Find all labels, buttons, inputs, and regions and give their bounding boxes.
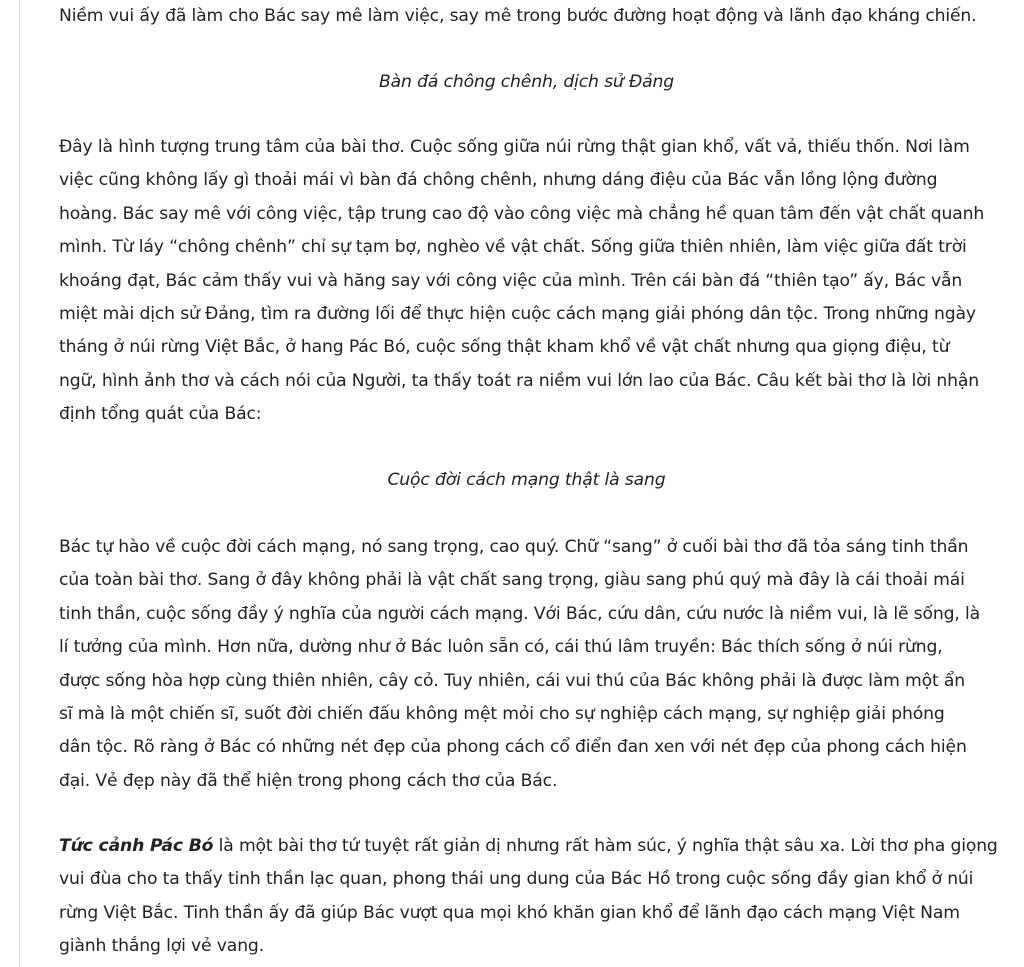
paragraph-line: đại. Vẻ đẹp này đã thể hiện trong phong cách thơ của Bác.	[59, 770, 558, 791]
paragraph-line: rừng Việt Bắc. Tinh thần ấy đã giúp Bác vượt qua mọi khó khăn gian khổ để lãnh đạo cách mạng Việt Nam	[59, 902, 960, 923]
paragraph-line: được sống hòa hợp cùng thiên nhiên, cây cỏ. Tuy nhiên, cái vui thú của Bác không phải là được làm một ẩn	[59, 670, 966, 691]
paragraph-3	[59, 531, 980, 798]
left-border-rule	[19, 0, 20, 967]
paragraph-line: của toàn bài thơ. Sang ở đây không phải là vật chất sang trọng, giàu sang phú quý mà đây là cái thoải mái	[59, 570, 965, 591]
paragraph-2	[59, 131, 984, 432]
paragraph-line: lí tưởng của mình. Hơn nữa, dường như ở Bác luôn sẵn có, cái thú lâm truyền: Bác thích sống ở núi rừng,	[59, 637, 943, 658]
paragraph-line	[59, 830, 998, 863]
paragraph-line: giành thắng lợi vẻ vang.	[59, 936, 265, 957]
paragraph-line: Đây là hình tượng trung tâm của bài thơ. Cuộc sống giữa núi rừng thật gian khổ, vất vả, thiếu thốn. Nơi làm	[59, 137, 970, 157]
paragraph-line: vui đùa cho ta thấy tinh thần lạc quan, phong thái ung dung của Bác Hồ trong cuộc sống đầy gian khổ ở núi	[59, 869, 974, 890]
paragraph-line-rest: là một bài thơ tứ tuyệt rất giản dị nhưng rất hàm súc, ý nghĩa thật sâu xa. Lời thơ pha giọng	[213, 836, 998, 856]
paragraph-line: Niềm vui ấy đã làm cho Bác say mê làm việc, say mê trong bước đường hoạt động và lãnh đạo kháng chiến.	[59, 6, 977, 26]
paragraph-line: Bác tự hào về cuộc đời cách mạng, nó sang trọng, cao quý. Chữ “sang” ở cuối bài thơ đã tỏa sáng tinh thần	[59, 537, 969, 557]
paragraph-line: khoáng đạt, Bác cảm thấy vui và hăng say với công việc của mình. Trên cái bàn đá “thiên tạo” ấy, Bác vẫn	[59, 270, 963, 291]
paragraph-line: mình. Từ láy “chông chênh” chỉ sự tạm bợ, nghèo về vật chất. Sống giữa thiên nhiên, làm việc giữa đất trời	[59, 237, 967, 258]
quoted-verse-1: Bàn đá chông chênh, dịch sử Đảng	[379, 72, 674, 92]
poem-title: Tức cảnh Pác Bó	[59, 836, 214, 856]
paragraph-line: tinh thần, cuộc sống đầy ý nghĩa của người cách mạng. Với Bác, cứu dân, cứu nước là niềm vui, là lẽ sống, là	[59, 603, 980, 624]
paragraph-line: việc cũng không lấy gì thoải mái vì bàn đá chông chênh, nhưng dáng điệu của Bác vẫn lồng lộng đường	[59, 170, 938, 191]
quoted-verse-2: Cuộc đời cách mạng thật là sang	[387, 470, 666, 490]
paragraph-line: định tổng quát của Bác:	[59, 404, 262, 425]
paragraph-line: hoàng. Bác say mê với công việc, tập trung cao độ vào công việc mà chẳng hề quan tâm đến vật chất quanh	[59, 203, 985, 224]
intro-paragraph	[59, 0, 976, 33]
paragraph-line: dân tộc. Rõ ràng ở Bác có những nét đẹp của phong cách cổ điển đan xen với nét đẹp của phong cách hiện	[59, 737, 967, 758]
paragraph-line: ngữ, hình ảnh thơ và cách nói của Người, ta thấy toát ra niềm vui lớn lao của Bác. Câu kết bài thơ là lời nhận	[59, 370, 979, 391]
paragraph-line: sĩ mà là một chiến sĩ, suốt đời chiến đấu không mệt mỏi cho sự nghiệp cách mạng, sự nghiệp giải phóng	[59, 704, 945, 725]
paragraph-line: tháng ở núi rừng Việt Bắc, ở hang Pác Bó, cuộc sống thật kham khổ về vật chất nhưng qua giọng điệu, từ	[59, 337, 950, 358]
paragraph-4	[59, 830, 998, 964]
paragraph-line: miệt mài dịch sử Đảng, tìm ra đường lối để thực hiện cuộc cách mạng giải phóng dân tộc. Trong những ngày	[59, 304, 976, 325]
